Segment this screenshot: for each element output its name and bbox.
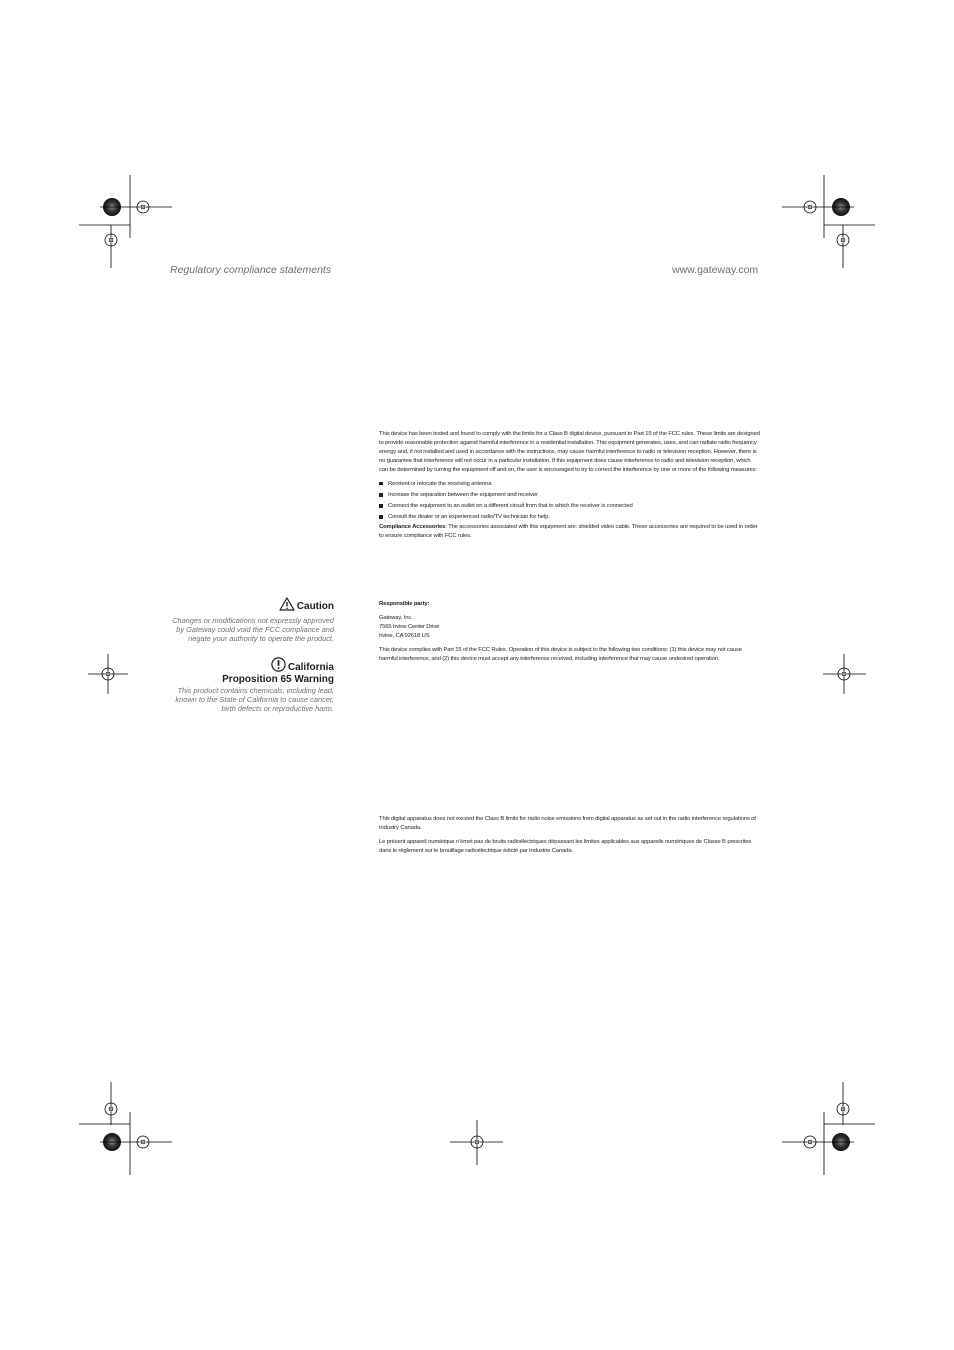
responsible-party-section bbox=[379, 600, 761, 663]
canada-english-statement: This digital apparatus does not exceed the Class B limits for radio noise emissions from digital apparatus as set out in the radio interference regulations of Industry Canada. bbox=[379, 816, 756, 831]
canada-section bbox=[379, 815, 761, 856]
address-line: Gateway, Inc. bbox=[379, 614, 413, 621]
website-link[interactable]: www.gateway.com bbox=[672, 264, 759, 276]
responsible-party-label: Responsible party: bbox=[379, 601, 430, 607]
prop65-note bbox=[169, 657, 334, 713]
warning-triangle-icon bbox=[279, 597, 295, 614]
address-line: Irvine, CA 92618 US bbox=[379, 632, 430, 639]
list-item: Reorient or relocate the receiving antenna bbox=[379, 480, 761, 489]
compliance-accessories bbox=[379, 523, 761, 541]
compliance-accessories-label: Compliance Accessories bbox=[379, 524, 446, 531]
list-item: Consult the dealer or an experienced radio/TV technician for help. bbox=[379, 513, 761, 522]
prop65-title-line1: California bbox=[287, 662, 334, 673]
fcc-section bbox=[379, 430, 761, 541]
address-line: 7565 Irvine Center Drive bbox=[379, 623, 440, 630]
list-item: Connect the equipment to an outlet on a different circuit from that to which the receiver is connected bbox=[379, 502, 761, 511]
caution-note bbox=[169, 597, 334, 643]
section-title: Regulatory compliance statements bbox=[170, 264, 332, 276]
canada-french-statement: Le présent appareil numérique n'émet pas de bruits radioélectriques dépassant les limites applicables aux appareils numériques de Classe B prescrites dans le règlement sur le brouillage radioélectrique édicté par Industrie Canada. bbox=[379, 838, 752, 854]
list-item: Increase the separation between the equipment and receiver bbox=[379, 491, 761, 500]
compliance-accessories-text: : The accessories associated with this equipment are: shielded video cable. These accessories are required to be used in order to ensure compliance with FCC rules. bbox=[379, 524, 758, 540]
fcc-intro: This device has been tested and found to comply with the limits for a Class B digital device, pursuant to Part 15 of the FCC rules. These limits are designed to provide reasonable protection against harmful interference in a residential installation. This equipment generates, uses, and can radiate radio frequency energy and, if not installed and used in accordance with the instructions, may cause harmful interference to radio or television reception. However, there is no guarantee that interference will not occur in a particular installation. If this equipment does cause interference to radio and television reception, which can be determined by turning the equipment off and on, the user is encouraged to try to correct the interference by one or more of the following measures: bbox=[379, 431, 760, 473]
prop65-text: This product contains chemicals, including lead, known to the State of California to cause cancer, birth defects or reproductive harm. bbox=[175, 686, 334, 714]
exclamation-circle-icon bbox=[271, 657, 286, 675]
fcc-measures-list bbox=[379, 480, 761, 523]
caution-text: Changes or modifications not expressly approved by Gateway could void the FCC compliance and negate your authority to operate the product. bbox=[172, 616, 334, 644]
fcc-part15-statement: This device complies with Part 15 of the FCC Rules. Operation of this device is subject to the following two conditions: (1) this device may not cause harmful interference, and (2) this device must accept any interference received, including interference that may cause undesired operation. bbox=[379, 646, 742, 662]
caution-title: Caution bbox=[296, 601, 334, 612]
prop65-title-line2: Proposition 65 Warning bbox=[222, 674, 334, 685]
responsible-party-address bbox=[379, 614, 761, 641]
